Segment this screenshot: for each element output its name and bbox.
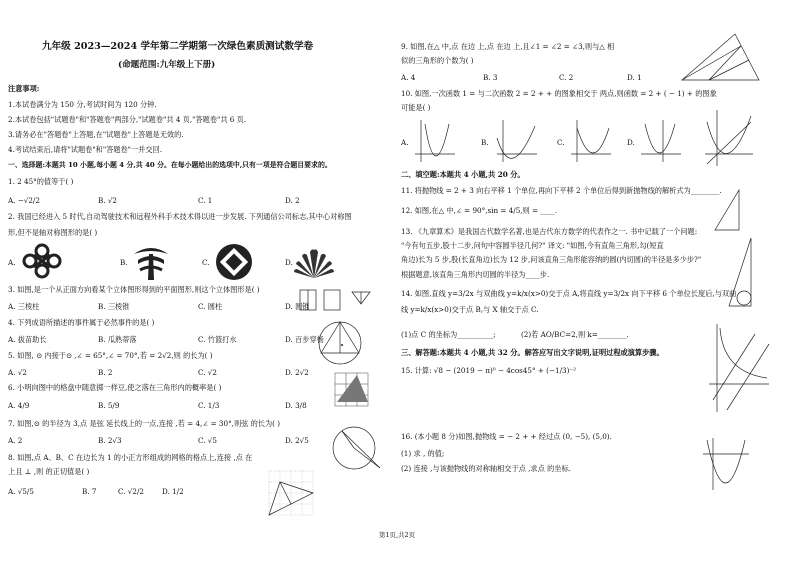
q15-text: 15. 计算: √8 − (2019 − π)⁰ − 4cos45° + (−1/3)⁻² xyxy=(401,366,577,375)
q4-option-c: C. 竹篮打水 xyxy=(198,335,237,344)
q3-option-c: C. 圆柱 xyxy=(198,302,223,311)
q8-grid-figure xyxy=(268,470,320,516)
q10-graph-b xyxy=(495,118,539,166)
q13-line1: 13. 《九章算术》是我国古代数学名著,也是古代东方数学的代表作之一. 书中记载了一个问题: xyxy=(401,227,698,236)
q13-line4: 根据题意,该直角三角形内切圆的半径为____步. xyxy=(401,270,550,279)
q3-views-figure xyxy=(298,288,378,314)
q13-line3: 角边)长为 5 步,股(长直角边)长为 12 步,问该直角三角形能容纳的圆(内切圆)的半径是多少步?" xyxy=(401,255,702,264)
q7-option-a: A. 2 xyxy=(8,436,23,445)
q6-option-d: D. 3/8 xyxy=(285,401,307,410)
q3-option-a: A. 三棱柱 xyxy=(8,302,40,311)
q8-option-a: A. √5/5 xyxy=(8,487,34,496)
q3-stem: 3. 如图,是一个从正面方向看某个立体图形得到的平面图形,则这个立体图形是( ) xyxy=(8,285,260,294)
q2-stem-line2: 形,但不是轴对称图形的是( ) xyxy=(8,228,98,237)
q9-option-d: D. 1 xyxy=(627,73,642,82)
q9-option-a: A. 4 xyxy=(401,73,416,82)
section-choice-heading: 一、选择题:本题共 10 小题,每小题 4 分,共 40 分。在每小题给出的选项中,只有一项是符合题目要求的。 xyxy=(8,161,332,169)
note-1: 1.本试卷满分为 150 分,考试时间为 120 分钟. xyxy=(8,100,157,109)
exam-title: 九年级 2023—2024 学年第二学期第一次绿色素质测试数学卷 xyxy=(42,41,314,52)
q14-line2: 线 y=k/x(x>0)交于点 B,与 X 轴交于点 C. xyxy=(401,305,539,314)
q9-stem-line1: 9. 如图,在△ 中,点 在边 上,点 在边 上,且∠1 = ∠2 = ∠3,则与△ 相 xyxy=(401,42,615,51)
unicom-knot-logo xyxy=(20,242,64,280)
q10-stem-line2: 可能是( ) xyxy=(401,103,431,112)
exam-subtitle: (命题范围:九年级上下册) xyxy=(118,60,216,70)
q8-stem-line2: 上且 ⊥ ,则 的正切值是( ) xyxy=(8,467,90,476)
q3-option-b: B. 三棱锥 xyxy=(98,302,130,311)
q1-option-d: D. 2 xyxy=(285,196,300,205)
q4-stem: 4. 下列成语所描述的事件属于必然事件的是( ) xyxy=(8,318,155,327)
q2-option-c: C. xyxy=(202,258,210,267)
q9-stem-line2: 似的三角形的个数为( ) xyxy=(401,56,474,65)
q7-option-c: C. √5 xyxy=(198,436,217,445)
q10-main-graph xyxy=(703,108,755,168)
q14-line1: 14. 如图,直线 y=3/2x 与双曲线 y=k/x(x>0)交于点 A,将直线 y=3/2x 向下平移 6 个单位长度后,与双曲 xyxy=(401,289,737,298)
q2-option-a: A. xyxy=(8,258,16,267)
q8-option-b: B. 7 xyxy=(82,487,97,496)
q1-stem: 1. 2 45°的值等于( ) xyxy=(8,177,74,186)
q9-option-b: B. 3 xyxy=(483,73,498,82)
q4-option-d: D. 百步穿杨 xyxy=(285,335,324,344)
q11-text: 11. 将抛物线 = 2 + 3 向右平移 1 个单位,再向下平移 2 个单位后得到新抛物线的解析式为________. xyxy=(401,186,722,195)
q8-option-d: D. 1/2 xyxy=(162,487,184,496)
q5-option-a: A. √2 xyxy=(8,368,27,377)
q7-option-d: D. 2√5 xyxy=(285,436,309,445)
q4-option-b: B. 瓜熟蒂落 xyxy=(98,335,137,344)
note-4: 4.考试结束后,请将"试题卷"和"答题卷"一并交回. xyxy=(8,145,163,154)
notes-heading: 注意事项: xyxy=(8,84,40,93)
q14-hyperbola-figure xyxy=(707,322,771,416)
q7-option-b: B. 2√3 xyxy=(98,436,122,445)
q5-circle-figure xyxy=(314,318,366,368)
q6-option-c: C. 1/3 xyxy=(198,401,220,410)
mobile-logo xyxy=(214,242,254,282)
q16-parabola-figure xyxy=(701,436,751,492)
q5-option-c: C. √2 xyxy=(198,368,217,377)
q2-stem-line1: 2. 我国已经进入 5 时代,自动驾驶技术和远程外科手术技术得以进一步发展. 下列通信公司标志,其中心对称图 xyxy=(8,212,352,221)
q10-stem-line1: 10. 如图,一次函数 1 = 与二次函数 2 = 2 + + 的图象相交于 两点,则函数 = 2 + ( − 1) + 的图象 xyxy=(401,89,717,98)
q6-option-b: B. 5/9 xyxy=(98,401,120,410)
q10-graph-d xyxy=(639,118,683,166)
q12-text: 12. 如图,在△ 中,∠ = 90°,sin = 4/5,则 = ____. xyxy=(401,206,557,215)
q5-stem: 5. 如图, ⊙ 内接于⊙ ,∠ = 65°,∠ = 70°,若 = 2√2,则 的长为( ) xyxy=(8,351,213,360)
q10-option-b: B. xyxy=(481,138,489,147)
q9-triangle-figure xyxy=(679,30,763,86)
q16-line1: 16. (本小题 8 分)如图,抛物线 = − 2 + + 经过点 (0, −5), (5,0). xyxy=(401,432,612,441)
note-3: 3.请务必在"答题卷"上答题,在"试题卷"上答题是无效的. xyxy=(8,130,184,139)
q7-circle-figure xyxy=(328,424,386,474)
q16-line2: (1) 求 , 的值; xyxy=(401,449,445,458)
q1-option-b: B. √2 xyxy=(98,196,118,205)
q14-sub1: (1)点 C 的坐标为__________; xyxy=(401,330,496,339)
page-footer: 第1页,共2页 xyxy=(378,531,416,539)
q7-stem: 7. 如图,⊙ 的半径为 3,点 是弦 延长线上的一点,连接 ,若 = 4,∠ = 30°,则弦 的长为( ) xyxy=(8,419,281,428)
q13-incircle-figure xyxy=(727,236,759,310)
section-answer-heading: 三、解答题:本题共 4 小题,共 32 分。解答应写出文字说明,证明过程或演算步骤。 xyxy=(401,348,664,357)
q10-option-c: C. xyxy=(557,138,565,147)
section-fill-heading: 二、填空题:本题共 4 小题,共 20 分。 xyxy=(401,170,525,179)
note-2: 2.本试卷包括"试题卷"和"答题卷"两部分,"试题卷"共 4 页,"答题卷"共 6 页. xyxy=(8,115,247,124)
q16-line3: (2) 连接 ,与该抛物线的对称轴相交于点 ,求点 的坐标. xyxy=(401,464,571,473)
q1-option-c: C. 1 xyxy=(198,196,213,205)
q10-option-d: D. xyxy=(627,138,635,147)
q9-option-c: C. 2 xyxy=(559,73,574,82)
q5-option-d: D. 2√2 xyxy=(285,368,309,377)
q5-option-b: B. 2 xyxy=(98,368,113,377)
q6-stem: 6. 小明向图中的格盘中随意掷一样豆,使之落在三角形内的概率是( ) xyxy=(8,383,222,392)
q6-grid-figure xyxy=(334,372,370,408)
q1-option-a: A. −√2/2 xyxy=(8,196,40,205)
q4-option-a: A. 拔苗助长 xyxy=(8,335,47,344)
telecom-logo xyxy=(130,240,172,282)
q2-option-d: D. xyxy=(285,258,293,267)
q8-stem-line1: 8. 如图,点 A、B、C 在边长为 1 的小正方形组成的网格的格点上,连接 ,点 在 xyxy=(8,453,253,462)
q2-option-b: B. xyxy=(120,258,128,267)
q8-option-c: C. √2/2 xyxy=(118,487,144,496)
q6-option-a: A. 4/9 xyxy=(8,401,30,410)
huawei-logo xyxy=(292,244,336,282)
q12-triangle-figure xyxy=(713,188,745,234)
q14-sub2: (2)若 AO/BC=2,则 k=________. xyxy=(521,330,629,339)
q10-graph-c xyxy=(569,118,613,166)
q10-graph-a xyxy=(413,118,457,166)
q13-line2: "今有句五步,股十二步,问句中容圆半径几何?" 译文: "如图,今有直角三角形,勾(短直 xyxy=(401,241,664,250)
q10-option-a: A. xyxy=(401,138,409,147)
q3-option-d: D. 圆锥 xyxy=(285,302,310,311)
